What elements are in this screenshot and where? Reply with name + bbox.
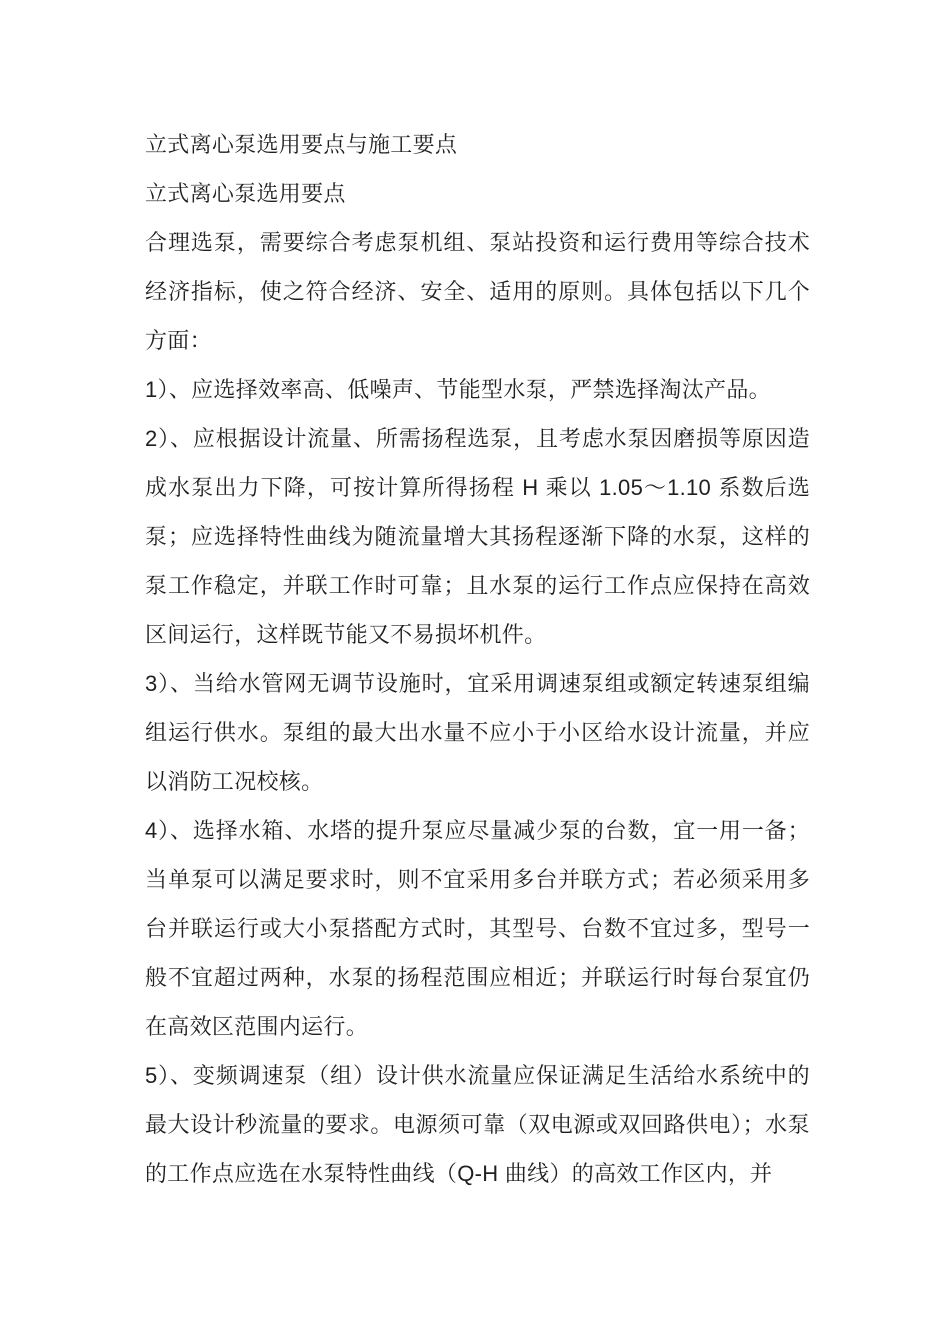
numbered-item-2: 2）、应根据设计流量、所需扬程选泵，且考虑水泵因磨损等原因造成水泵出力下降，可按计算所得扬程 H 乘以 1.05～1.10 系数后选泵；应选择特性曲线为随流量增大其扬程逐渐下降的水泵，这样的泵工作稳定，并联工作时可靠；且水泵的运行工作点应保持在高效区间运行，这样既节能又不易损坏机件。	[145, 426, 810, 647]
numbered-item-3: 3）、当给水管网无调节设施时，宜采用调速泵组或额定转速泵组编组运行供水。泵组的最大出水量不应小于小区给水设计流量，并应以消防工况校核。	[145, 671, 810, 794]
intro-paragraph: 合理选泵，需要综合考虑泵机组、泵站投资和运行费用等综合技术经济指标，使之符合经济、安全、适用的原则。具体包括以下几个方面：	[145, 230, 810, 353]
numbered-item-5: 5）、变频调速泵（组）设计供水流量应保证满足生活给水系统中的最大设计秒流量的要求。电源须可靠（双电源或双回路供电）；水泵的工作点应选在水泵特性曲线（Q-H 曲线）的高效工作区内，并	[145, 1063, 810, 1186]
section-heading: 立式离心泵选用要点	[145, 181, 346, 206]
numbered-item-1: 1）、应选择效率高、低噪声、节能型水泵，严禁选择淘汰产品。	[145, 377, 771, 402]
numbered-item-4: 4）、选择水箱、水塔的提升泵应尽量减少泵的台数，宜一用一备；当单泵可以满足要求时，则不宜采用多台并联方式；若必须采用多台并联运行或大小泵搭配方式时，其型号、台数不宜过多，型号一般不宜超过两种，水泵的扬程范围应相近；并联运行时每台泵宜仍在高效区范围内运行。	[145, 818, 810, 1039]
document-title: 立式离心泵选用要点与施工要点	[145, 132, 458, 157]
